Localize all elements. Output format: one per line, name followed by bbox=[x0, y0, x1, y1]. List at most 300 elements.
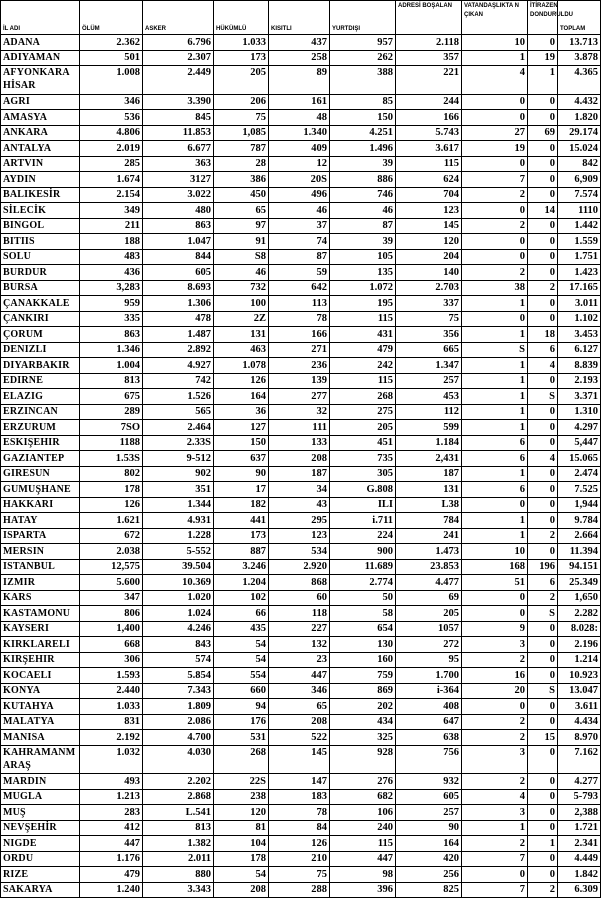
value-cell: 7 bbox=[462, 172, 528, 188]
value-cell: 111 bbox=[269, 420, 330, 436]
value-cell: 39 bbox=[330, 234, 396, 250]
value-cell: 0 bbox=[528, 497, 558, 513]
value-cell: 1.700 bbox=[396, 668, 462, 684]
value-cell: 480 bbox=[143, 203, 214, 219]
value-cell: 4.246 bbox=[143, 621, 214, 637]
value-cell: 173 bbox=[214, 528, 269, 544]
table-row bbox=[1, 327, 601, 343]
value-cell: 2.664 bbox=[558, 528, 601, 544]
value-cell: 3.246 bbox=[214, 559, 269, 575]
value-cell: 5.743 bbox=[396, 125, 462, 141]
province-name-cell: IZMIR bbox=[1, 575, 80, 591]
value-cell: 0 bbox=[528, 513, 558, 529]
value-cell: 257 bbox=[396, 373, 462, 389]
table-row bbox=[1, 296, 601, 312]
province-name-cell: SOLU bbox=[1, 249, 80, 265]
province-name-cell: MALATYA bbox=[1, 714, 80, 730]
value-cell: 0 bbox=[528, 621, 558, 637]
province-name-cell: ERZURUM bbox=[1, 420, 80, 436]
value-cell: 842 bbox=[558, 156, 601, 172]
value-cell: 94.151 bbox=[558, 559, 601, 575]
table-row bbox=[1, 404, 601, 420]
value-cell: 386 bbox=[214, 172, 269, 188]
column-header: İTİRAZEN DONDURULDU bbox=[528, 1, 558, 35]
value-cell: 4.277 bbox=[558, 774, 601, 790]
value-cell: 46 bbox=[214, 265, 269, 281]
value-cell: 0 bbox=[528, 218, 558, 234]
value-cell: 7.162 bbox=[558, 745, 601, 774]
value-cell: 6.677 bbox=[143, 141, 214, 157]
province-name-cell: AYDIN bbox=[1, 172, 80, 188]
value-cell: 205 bbox=[396, 606, 462, 622]
value-cell: 2Z bbox=[214, 311, 269, 327]
value-cell: 0 bbox=[462, 590, 528, 606]
value-cell: 140 bbox=[396, 265, 462, 281]
value-cell: 65 bbox=[269, 699, 330, 715]
province-name-cell: SİLECİK bbox=[1, 203, 80, 219]
value-cell: 347 bbox=[80, 590, 143, 606]
table-row bbox=[1, 730, 601, 746]
value-cell: 479 bbox=[330, 342, 396, 358]
value-cell: 1 bbox=[528, 836, 558, 852]
value-cell: 115 bbox=[330, 836, 396, 852]
value-cell: 447 bbox=[269, 668, 330, 684]
value-cell: 90 bbox=[214, 466, 269, 482]
value-cell: 133 bbox=[269, 435, 330, 451]
value-cell: 7 bbox=[462, 851, 528, 867]
table-row bbox=[1, 203, 601, 219]
province-name-cell: ERZINCAN bbox=[1, 404, 80, 420]
table-row bbox=[1, 836, 601, 852]
value-cell: 1 bbox=[528, 66, 558, 95]
value-cell: 210 bbox=[269, 851, 330, 867]
value-cell: 113 bbox=[269, 296, 330, 312]
province-name-cell: DENIZLI bbox=[1, 342, 80, 358]
value-cell: 4.806 bbox=[80, 125, 143, 141]
value-cell: 2,388 bbox=[558, 805, 601, 821]
table-row bbox=[1, 35, 601, 51]
value-cell: 0 bbox=[528, 482, 558, 498]
value-cell: 59 bbox=[269, 265, 330, 281]
value-cell: 17.165 bbox=[558, 280, 601, 296]
table-row bbox=[1, 513, 601, 529]
province-name-cell: RIZE bbox=[1, 867, 80, 883]
value-cell: 58 bbox=[330, 606, 396, 622]
province-name-cell: ELAZIG bbox=[1, 389, 80, 405]
value-cell: 208 bbox=[214, 882, 269, 898]
value-cell: 272 bbox=[396, 637, 462, 653]
value-cell: 16 bbox=[462, 668, 528, 684]
column-header: ADRESİ BOŞALAN bbox=[396, 1, 462, 35]
value-cell: 2.774 bbox=[330, 575, 396, 591]
value-cell: 2.703 bbox=[396, 280, 462, 296]
value-cell: 1.346 bbox=[80, 342, 143, 358]
value-cell: 95 bbox=[396, 652, 462, 668]
value-cell: 6.309 bbox=[558, 882, 601, 898]
value-cell: 123 bbox=[269, 528, 330, 544]
table-row bbox=[1, 50, 601, 66]
value-cell: 1.593 bbox=[80, 668, 143, 684]
value-cell: 1.496 bbox=[330, 141, 396, 157]
value-cell: 166 bbox=[396, 110, 462, 126]
value-cell: S bbox=[462, 342, 528, 358]
value-cell: 759 bbox=[330, 668, 396, 684]
value-cell: 1.204 bbox=[214, 575, 269, 591]
value-cell: 0 bbox=[528, 805, 558, 821]
value-cell: 227 bbox=[269, 621, 330, 637]
value-cell: 0 bbox=[528, 296, 558, 312]
province-name-cell: MUGLA bbox=[1, 789, 80, 805]
value-cell: 268 bbox=[330, 389, 396, 405]
value-cell: 11.394 bbox=[558, 544, 601, 560]
value-cell: 283 bbox=[80, 805, 143, 821]
value-cell: 205 bbox=[214, 66, 269, 95]
table-header bbox=[1, 1, 601, 35]
value-cell: 1.047 bbox=[143, 234, 214, 250]
value-cell: 2 bbox=[462, 730, 528, 746]
province-name-cell: KUTAHYA bbox=[1, 699, 80, 715]
value-cell: 7 bbox=[462, 882, 528, 898]
value-cell: 1.53S bbox=[80, 451, 143, 467]
value-cell: 36 bbox=[214, 404, 269, 420]
value-cell: 43 bbox=[269, 497, 330, 513]
value-cell: 0 bbox=[462, 234, 528, 250]
value-cell: 4.365 bbox=[558, 66, 601, 95]
value-cell: 4.927 bbox=[143, 358, 214, 374]
table-row bbox=[1, 234, 601, 250]
value-cell: 4.477 bbox=[396, 575, 462, 591]
province-name-cell: ISTANBUL bbox=[1, 559, 80, 575]
value-cell: 161 bbox=[269, 94, 330, 110]
value-cell: 493 bbox=[80, 774, 143, 790]
province-name-cell: SAKARYA bbox=[1, 882, 80, 898]
value-cell: 825 bbox=[396, 882, 462, 898]
value-cell: 10.923 bbox=[558, 668, 601, 684]
value-cell: 704 bbox=[396, 187, 462, 203]
value-cell: 1.526 bbox=[143, 389, 214, 405]
value-cell: 23 bbox=[269, 652, 330, 668]
province-name-cell: KARS bbox=[1, 590, 80, 606]
value-cell: 240 bbox=[330, 820, 396, 836]
value-cell: 0 bbox=[528, 466, 558, 482]
value-cell: 48 bbox=[269, 110, 330, 126]
value-cell: 1 bbox=[462, 820, 528, 836]
value-cell: 408 bbox=[396, 699, 462, 715]
value-cell: 25.349 bbox=[558, 575, 601, 591]
value-cell: 409 bbox=[269, 141, 330, 157]
province-name-cell: ORDU bbox=[1, 851, 80, 867]
value-cell: 1 bbox=[462, 513, 528, 529]
value-cell: 388 bbox=[330, 66, 396, 95]
value-cell: 1,400 bbox=[80, 621, 143, 637]
value-cell: 0 bbox=[528, 156, 558, 172]
value-cell: 1 bbox=[462, 404, 528, 420]
column-header: ÖLÜM bbox=[80, 1, 143, 35]
value-cell: 188 bbox=[80, 234, 143, 250]
value-cell: 104 bbox=[214, 836, 269, 852]
value-cell: 115 bbox=[396, 156, 462, 172]
value-cell: 145 bbox=[396, 218, 462, 234]
table-row bbox=[1, 621, 601, 637]
value-cell: 346 bbox=[80, 94, 143, 110]
value-cell: 363 bbox=[143, 156, 214, 172]
value-cell: 19 bbox=[462, 141, 528, 157]
value-cell: 4.700 bbox=[143, 730, 214, 746]
value-cell: 0 bbox=[528, 311, 558, 327]
value-cell: 479 bbox=[80, 867, 143, 883]
value-cell: 0 bbox=[528, 110, 558, 126]
table-row bbox=[1, 606, 601, 622]
value-cell: 178 bbox=[214, 851, 269, 867]
value-cell: 932 bbox=[396, 774, 462, 790]
value-cell: 176 bbox=[214, 714, 269, 730]
value-cell: 1.674 bbox=[80, 172, 143, 188]
value-cell: 346 bbox=[269, 683, 330, 699]
value-cell: 94 bbox=[214, 699, 269, 715]
value-cell: 1.344 bbox=[143, 497, 214, 513]
value-cell: 1.310 bbox=[558, 404, 601, 420]
value-cell: 574 bbox=[143, 652, 214, 668]
province-name-cell: EDIRNE bbox=[1, 373, 80, 389]
table-row bbox=[1, 420, 601, 436]
value-cell: 8.028: bbox=[558, 621, 601, 637]
value-cell: 150 bbox=[214, 435, 269, 451]
province-name-cell: HAKKARI bbox=[1, 497, 80, 513]
value-cell: 2.011 bbox=[143, 851, 214, 867]
value-cell: 845 bbox=[143, 110, 214, 126]
value-cell: 2.282 bbox=[558, 606, 601, 622]
table-row bbox=[1, 358, 601, 374]
value-cell: 1.032 bbox=[80, 745, 143, 774]
value-cell: 0 bbox=[528, 699, 558, 715]
value-cell: 787 bbox=[214, 141, 269, 157]
value-cell: 126 bbox=[80, 497, 143, 513]
value-cell: 1.033 bbox=[214, 35, 269, 51]
value-cell: 2.920 bbox=[269, 559, 330, 575]
value-cell: 10.369 bbox=[143, 575, 214, 591]
value-cell: 3.617 bbox=[396, 141, 462, 157]
value-cell: 126 bbox=[214, 373, 269, 389]
value-cell: 5,447 bbox=[558, 435, 601, 451]
value-cell: 8.970 bbox=[558, 730, 601, 746]
value-cell: 0 bbox=[528, 234, 558, 250]
value-cell: 1.306 bbox=[143, 296, 214, 312]
value-cell: 4 bbox=[528, 358, 558, 374]
value-cell: 0 bbox=[528, 789, 558, 805]
value-cell: 0 bbox=[528, 187, 558, 203]
table-row bbox=[1, 141, 601, 157]
value-cell: 0 bbox=[462, 94, 528, 110]
value-cell: 168 bbox=[462, 559, 528, 575]
value-cell: 2.154 bbox=[80, 187, 143, 203]
value-cell: 75 bbox=[269, 867, 330, 883]
province-name-cell: NIGDE bbox=[1, 836, 80, 852]
value-cell: 654 bbox=[330, 621, 396, 637]
value-cell: 0 bbox=[462, 497, 528, 513]
value-cell: 0 bbox=[528, 404, 558, 420]
value-cell: 135 bbox=[330, 265, 396, 281]
province-name-cell: ISPARTA bbox=[1, 528, 80, 544]
value-cell: 6 bbox=[462, 451, 528, 467]
value-cell: 12 bbox=[269, 156, 330, 172]
value-cell: 2.202 bbox=[143, 774, 214, 790]
value-cell: 5-552 bbox=[143, 544, 214, 560]
value-cell: 4 bbox=[528, 451, 558, 467]
value-cell: 187 bbox=[396, 466, 462, 482]
value-cell: 2.086 bbox=[143, 714, 214, 730]
value-cell: 54 bbox=[214, 867, 269, 883]
value-cell: 784 bbox=[396, 513, 462, 529]
value-cell: 1 bbox=[462, 466, 528, 482]
value-cell: 813 bbox=[143, 820, 214, 836]
value-cell: 2 bbox=[462, 652, 528, 668]
value-cell: 453 bbox=[396, 389, 462, 405]
value-cell: 813 bbox=[80, 373, 143, 389]
table-row bbox=[1, 110, 601, 126]
value-cell: 1.078 bbox=[214, 358, 269, 374]
value-cell: 34 bbox=[269, 482, 330, 498]
value-cell: 1.621 bbox=[80, 513, 143, 529]
table-row bbox=[1, 590, 601, 606]
value-cell: 3 bbox=[462, 637, 528, 653]
value-cell: 868 bbox=[269, 575, 330, 591]
province-name-cell: DIYARBAKIR bbox=[1, 358, 80, 374]
table-row bbox=[1, 851, 601, 867]
value-cell: 647 bbox=[396, 714, 462, 730]
value-cell: 285 bbox=[80, 156, 143, 172]
value-cell: 1.559 bbox=[558, 234, 601, 250]
value-cell: 7.574 bbox=[558, 187, 601, 203]
value-cell: 806 bbox=[80, 606, 143, 622]
value-cell: 7SO bbox=[80, 420, 143, 436]
table-row bbox=[1, 373, 601, 389]
value-cell: 75 bbox=[214, 110, 269, 126]
value-cell: L.541 bbox=[143, 805, 214, 821]
value-cell: 187 bbox=[269, 466, 330, 482]
value-cell: 886 bbox=[330, 172, 396, 188]
value-cell: 277 bbox=[269, 389, 330, 405]
value-cell: 1.842 bbox=[558, 867, 601, 883]
value-cell: 130 bbox=[330, 637, 396, 653]
value-cell: 1.033 bbox=[80, 699, 143, 715]
value-cell: 2.341 bbox=[558, 836, 601, 852]
value-cell: 0 bbox=[462, 699, 528, 715]
value-cell: 115 bbox=[330, 373, 396, 389]
province-name-cell: KIRŞEHIR bbox=[1, 652, 80, 668]
value-cell: 3.611 bbox=[558, 699, 601, 715]
value-cell: 102 bbox=[214, 590, 269, 606]
value-cell: 3 bbox=[462, 745, 528, 774]
province-name-cell: BINGOL bbox=[1, 218, 80, 234]
value-cell: 959 bbox=[80, 296, 143, 312]
value-cell: 732 bbox=[214, 280, 269, 296]
value-cell: 262 bbox=[330, 50, 396, 66]
value-cell: 0 bbox=[528, 774, 558, 790]
value-cell: 75 bbox=[396, 311, 462, 327]
value-cell: 18 bbox=[528, 327, 558, 343]
value-cell: 802 bbox=[80, 466, 143, 482]
value-cell: 642 bbox=[269, 280, 330, 296]
value-cell: 0 bbox=[528, 637, 558, 653]
province-name-cell: KASTAMONU bbox=[1, 606, 80, 622]
province-name-cell: ANTALYA bbox=[1, 141, 80, 157]
value-cell: 3.371 bbox=[558, 389, 601, 405]
province-name-cell: MUŞ bbox=[1, 805, 80, 821]
value-cell: 660 bbox=[214, 683, 269, 699]
value-cell: 746 bbox=[330, 187, 396, 203]
value-cell: 20 bbox=[462, 683, 528, 699]
value-cell: 1.423 bbox=[558, 265, 601, 281]
value-cell: 32 bbox=[269, 404, 330, 420]
value-cell: 289 bbox=[80, 404, 143, 420]
value-cell: 880 bbox=[143, 867, 214, 883]
table-row bbox=[1, 789, 601, 805]
value-cell: 23.853 bbox=[396, 559, 462, 575]
value-cell: 1.340 bbox=[269, 125, 330, 141]
value-cell: 534 bbox=[269, 544, 330, 560]
value-cell: 178 bbox=[80, 482, 143, 498]
table-row bbox=[1, 652, 601, 668]
value-cell: 2.118 bbox=[396, 35, 462, 51]
value-cell: 1.004 bbox=[80, 358, 143, 374]
value-cell: 0 bbox=[528, 420, 558, 436]
value-cell: 2.362 bbox=[80, 35, 143, 51]
value-cell: 206 bbox=[214, 94, 269, 110]
value-cell: 1.228 bbox=[143, 528, 214, 544]
value-cell: 13.713 bbox=[558, 35, 601, 51]
value-cell: 2.868 bbox=[143, 789, 214, 805]
value-cell: 3.390 bbox=[143, 94, 214, 110]
value-cell: 496 bbox=[269, 187, 330, 203]
value-cell: 19 bbox=[528, 50, 558, 66]
table-row bbox=[1, 559, 601, 575]
value-cell: 0 bbox=[462, 156, 528, 172]
value-cell: 13.047 bbox=[558, 683, 601, 699]
value-cell: 6,909 bbox=[558, 172, 601, 188]
value-cell: 0 bbox=[528, 141, 558, 157]
value-cell: 3.343 bbox=[143, 882, 214, 898]
value-cell: 11.853 bbox=[143, 125, 214, 141]
value-cell: 675 bbox=[80, 389, 143, 405]
table-row bbox=[1, 466, 601, 482]
province-name-cell: MANISA bbox=[1, 730, 80, 746]
value-cell: 1.102 bbox=[558, 311, 601, 327]
value-cell: 4.251 bbox=[330, 125, 396, 141]
value-cell: 242 bbox=[330, 358, 396, 374]
value-cell: 9 bbox=[462, 621, 528, 637]
value-cell: 637 bbox=[214, 451, 269, 467]
value-cell: 2,431 bbox=[396, 451, 462, 467]
value-cell: 164 bbox=[214, 389, 269, 405]
value-cell: 1,650 bbox=[558, 590, 601, 606]
value-cell: 98 bbox=[330, 867, 396, 883]
header-row bbox=[1, 1, 601, 35]
value-cell: 478 bbox=[143, 311, 214, 327]
value-cell: 12,575 bbox=[80, 559, 143, 575]
value-cell: 60 bbox=[269, 590, 330, 606]
value-cell: 2 bbox=[462, 187, 528, 203]
province-name-cell: GIRESUN bbox=[1, 466, 80, 482]
province-name-cell: KAYSERI bbox=[1, 621, 80, 637]
value-cell: 305 bbox=[330, 466, 396, 482]
value-cell: 208 bbox=[269, 714, 330, 730]
value-cell: 127 bbox=[214, 420, 269, 436]
value-cell: 145 bbox=[269, 745, 330, 774]
value-cell: 1 bbox=[462, 528, 528, 544]
table-body bbox=[1, 35, 601, 898]
value-cell: 1.020 bbox=[143, 590, 214, 606]
value-cell: 0 bbox=[462, 249, 528, 265]
